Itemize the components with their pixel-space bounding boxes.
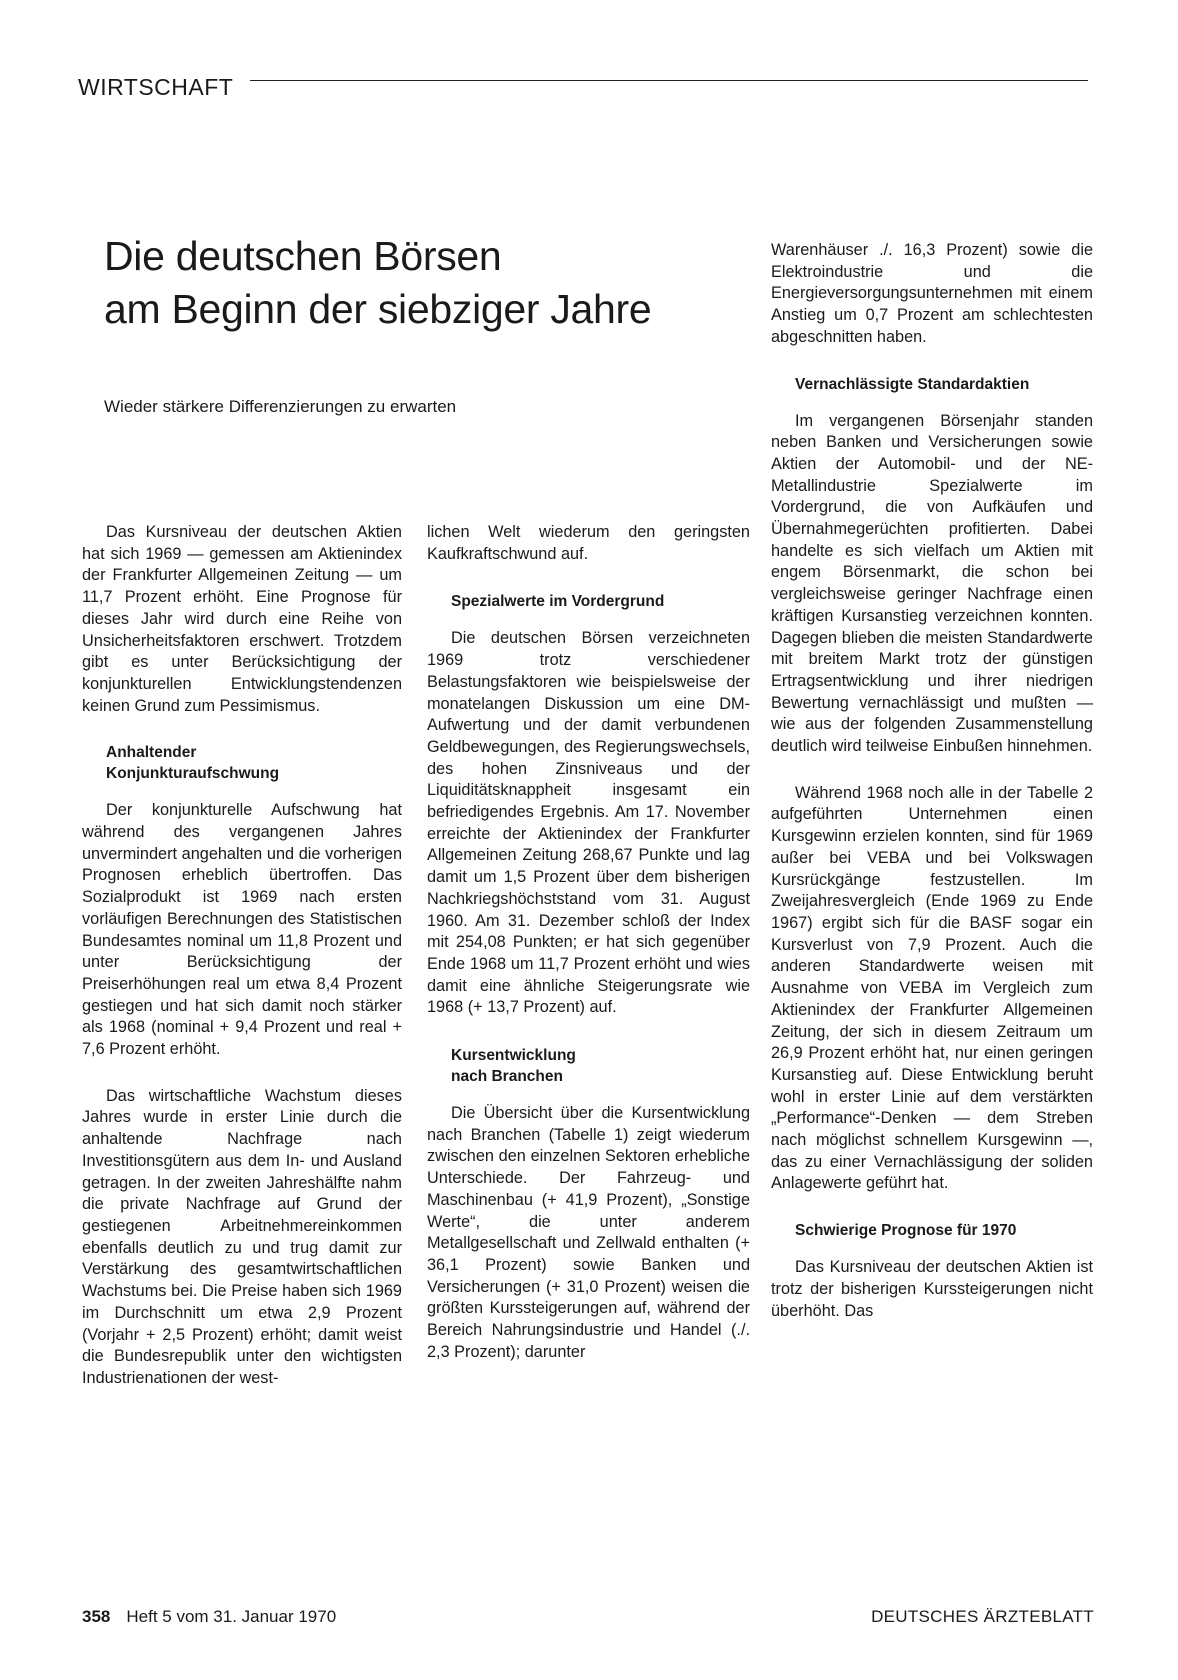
article-subtitle: Wieder stärkere Differenzierungen zu erwarten	[104, 397, 457, 416]
page-number: 358	[82, 1607, 111, 1626]
issue-info: Heft 5 vom 31. Januar 1970	[126, 1607, 337, 1626]
article-title	[104, 230, 744, 336]
heading-line: Kursentwicklung	[451, 1047, 576, 1065]
paragraph-continued: lichen Welt wiederum den geringsten Kaufkraftschwund auf.	[427, 523, 750, 563]
journal-name: DEUTSCHES ÄRZTEBLATT	[871, 1607, 1094, 1626]
text-column-1	[82, 522, 402, 1415]
paragraph: Die Übersicht über die Kursentwicklung nach Branchen (Tabelle 1) zeigt wiederum zwischen den einzelnen Sektoren erhebliche Unterschiede. Der Fahrzeug- und Maschinenbau (+ 41,9 Prozent), „Sonstige Werte“, die unter anderem Metallgesellschaft und Zellwald enthalten (+ 36,1 Prozent) sowie Banken und Versicherungen (+ 31,0 Prozent) weisen die größten Kurssteigerungen auf, während der Bereich Nahrungsindustrie und Handel (./. 2,3 Prozent); darunter	[427, 1104, 750, 1361]
heading-line: Anhaltender	[106, 744, 197, 762]
text-column-3	[771, 240, 1093, 1347]
title-line-2: am Beginn der siebziger Jahre	[104, 286, 652, 332]
text-column-2	[427, 522, 750, 1389]
paragraph: Während 1968 noch alle in der Tabelle 2 aufgeführten Unternehmen einen Kursgewinn erzielen konnten, sind für 1969 außer bei VEBA und bei Volkswagen Kursrückgänge festzustellen. Im Zweijahresvergleich (Ende 1969 zu Ende 1967) ergibt sich für die BASF sogar ein Kursverlust von 7,9 Prozent. Auch die anderen Standardwerte weisen mit Ausnahme von VEBA im Vergleich zum Aktienindex der Frankfurter Allgemeinen Zeitung, der sich in diesem Zeitraum um 26,9 Prozent erhöht hat, nur einen geringen Kursanstieg auf. Diese Entwicklung beruht wohl in erster Linie auf dem verstärkten „Performance“-Denken — dem Streben nach möglichst schnellem Kursgewinn —, das zu einer Vernachlässigung der soliden Anlagewerte geführt hat.	[771, 783, 1093, 1193]
paragraph: Das Kursniveau der deutschen Aktien hat sich 1969 — gemessen am Aktienindex der Frankfurter Allgemeinen Zeitung — um 11,7 Prozent erhöht. Eine Prognose für dieses Jahr wird durch eine Reihe von Unsicherheitsfaktoren erschwert. Trotzdem gibt es unter Berücksichtigung der konjunkturellen Entwicklungstendenzen keinen Grund zum Pessimismus.	[82, 523, 402, 715]
section-heading: Vernachlässigte Standardaktien	[795, 375, 1030, 393]
title-line-1: Die deutschen Börsen	[104, 233, 502, 279]
section-heading	[451, 1045, 750, 1087]
section-label: WIRTSCHAFT	[78, 74, 234, 100]
heading-line: nach Branchen	[451, 1068, 563, 1086]
paragraph: Der konjunkturelle Aufschwung hat während des vergangenen Jahres unvermindert angehalten und die vorherigen Prognosen erheblich übertroffen. Das Sozialprodukt ist 1969 nach ersten vorläufigen Berechnungen des Statistischen Bundesamtes nominal um 11,8 Prozent und unter Berücksichtigung der Preiserhöhungen real um etwa 8,4 Prozent gestiegen und hat sich damit noch stärker als 1968 (nominal + 9,4 Prozent und real + 7,6 Prozent erhöht.	[82, 801, 402, 1059]
section-heading: Spezialwerte im Vordergrund	[451, 593, 665, 611]
paragraph: Im vergangenen Börsenjahr standen neben Banken und Versicherungen sowie Aktien der Automobil- und der NE-Metallindustrie Spezialwerte im Vordergrund, die von Aufkäufen und Übernahmegerüchten profitierten. Dabei handelte es sich vielfach um Aktien mit engem Börsenmarkt, die schon bei vergleichsweise geringer Nachfrage einen kräftigen Kursanstieg verzeichnen konnten. Dagegen blieben die meisten Standardwerte mit breitem Markt trotz der günstigen Ertragsentwicklung und ihrer niedrigen Bewertung vernachlässigt und mußten — wie aus der folgenden Zusammenstellung deutlich wird teilweise Einbußen hinnehmen.	[771, 411, 1093, 756]
paragraph: Das Kursniveau der deutschen Aktien ist trotz der bisherigen Kurssteigerungen nicht überhöht. Das	[771, 1258, 1093, 1320]
section-heading	[106, 742, 402, 784]
heading-line: Konjunkturaufschwung	[106, 765, 280, 783]
paragraph: Die deutschen Börsen verzeichneten 1969 trotz verschiedener Belastungsfaktoren wie beispielsweise der monatelangen Diskussion um eine DM-Aufwertung und der damit verbundenen Geldbewegungen, des Regierungswechsels, des hohen Zinsniveaus und der Liquiditätsknappheit insgesamt ein befriedigendes Ergebnis. Am 17. November erreichte der Aktienindex der Frankfurter Allgemeinen Zeitung 268,67 Punkte und lag damit um 1,5 Prozent über dem bisherigen Nachkriegshöchststand vom 31. August 1960. Am 31. Dezember schloß der Index mit 254,08 Punkten; er hat sich gegenüber Ende 1968 um 11,7 Prozent erhöht und wies damit eine ähnliche Steigerungsrate wie 1968 (+ 13,7 Prozent) auf.	[427, 629, 750, 1017]
footer-left	[82, 1607, 336, 1627]
paragraph: Das wirtschaftliche Wachstum dieses Jahres wurde in erster Linie durch die anhaltende Nachfrage nach Investitionsgütern aus dem In- und Ausland getragen. In der zweiten Jahreshälfte nahm die private Nachfrage auf Grund der gestiegenen Arbeitnehmereinkommen ebenfalls deutlich zu und trug damit zur Verstärkung des gesamtwirtschaftlichen Wachstums bei. Die Preise haben sich 1969 im Durchschnitt um etwa 2,9 Prozent (Vorjahr + 2,5 Prozent) erhöht; damit weist die Bundesrepublik unter den wichtigsten Industrienationen der west-	[82, 1086, 402, 1387]
header-rule	[250, 80, 1088, 81]
paragraph-continued: Warenhäuser ./. 16,3 Prozent) sowie die Elektroindustrie und die Energieversorgungsunternehmen mit einem Anstieg um 0,7 Prozent am schlechtesten abgeschnitten haben.	[771, 241, 1093, 346]
section-heading: Schwierige Prognose für 1970	[795, 1222, 1017, 1240]
